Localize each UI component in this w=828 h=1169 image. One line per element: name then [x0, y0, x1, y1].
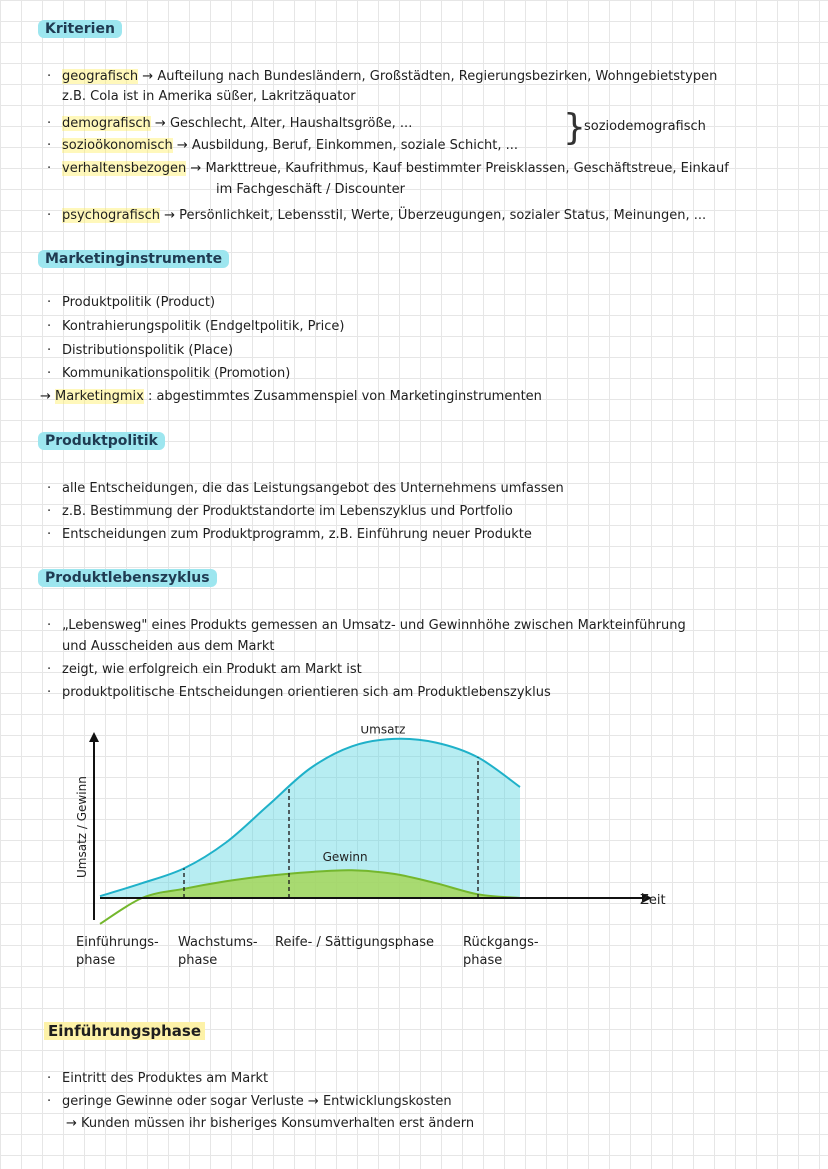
text: Geschlecht, Alter, Haushaltsgröße, ... — [169, 116, 413, 131]
heading-produktlebenszyklus: Produktlebenszyklus — [38, 569, 217, 587]
produktpolitik-item: z.B. Bestimmung der Produktstandorte im Lebenszyklus und Portfolio — [62, 504, 513, 519]
bullet: · — [47, 662, 52, 677]
heading-marketinginstrumente: Marketinginstrumente — [38, 250, 229, 268]
phase-line1: Einführungs- — [76, 935, 159, 950]
term: psychografisch — [62, 208, 160, 223]
bullet: · — [47, 1094, 52, 1109]
text: Markttreue, Kaufrithmus, Kauf bestimmter Preisklassen, Geschäftstreue, Einkauf — [205, 161, 729, 176]
einfuehrung-subitem: → Kunden müssen ihr bisheriges Konsumverhalten erst ändern — [66, 1116, 475, 1131]
criterion-verhaltensbezogen — [62, 160, 729, 178]
term: verhaltensbezogen — [62, 161, 187, 176]
phase-line1: Rückgangs- — [463, 935, 539, 950]
bullet: · — [47, 295, 52, 310]
marketingmix-line — [40, 388, 542, 406]
example-line: z.B. Cola ist in Amerika süßer, Lakritzäquator — [62, 89, 356, 104]
continuation-line: im Fachgeschäft / Discounter — [216, 182, 405, 197]
arrow: → — [154, 116, 166, 131]
bullet: · — [47, 161, 52, 176]
arrow: → — [142, 69, 154, 84]
phase-line2: phase — [178, 953, 218, 968]
gewinn-label: Gewinn — [322, 850, 368, 864]
heading-kriterien: Kriterien — [38, 20, 122, 38]
instrument-item: Produktpolitik (Product) — [62, 295, 216, 310]
phase-line1: Reife- / Sättigungsphase — [275, 935, 434, 950]
brace: } — [563, 107, 586, 148]
phase-label-reife — [275, 934, 434, 952]
instrument-item: Kontrahierungspolitik (Endgeltpolitik, Price) — [62, 319, 345, 334]
instrument-item: Distributionspolitik (Place) — [62, 343, 234, 358]
phase-label-einfuehrung — [76, 934, 159, 970]
umsatz-label: Umsatz — [360, 726, 406, 737]
brace-label: soziodemografisch — [584, 119, 706, 134]
criterion-psychografisch — [62, 207, 706, 225]
y-axis-arrowhead — [89, 732, 99, 742]
bullet: · — [47, 319, 52, 334]
term: Marketingmix — [55, 389, 144, 404]
produktpolitik-item: Entscheidungen zum Produktprogramm, z.B. Einführung neuer Produkte — [62, 527, 532, 542]
phase-label-wachstum — [178, 934, 258, 970]
bullet: · — [47, 208, 52, 223]
bullet: · — [47, 504, 52, 519]
bullet: · — [47, 685, 52, 700]
text: : abgestimmtes Zusammenspiel von Marketinginstrumenten — [147, 389, 542, 404]
produktpolitik-item: alle Entscheidungen, die das Leistungsangebot des Unternehmens umfassen — [62, 481, 564, 496]
bullet: · — [47, 366, 52, 381]
plz-item-continuation: und Ausscheiden aus dem Markt — [62, 639, 275, 654]
phase-line1: Wachstums- — [178, 935, 258, 950]
heading-produktpolitik: Produktpolitik — [38, 432, 165, 450]
criterion-soziooekonomisch — [62, 137, 518, 155]
phase-line2: phase — [76, 953, 116, 968]
term: demografisch — [62, 116, 151, 131]
einfuehrung-item: Eintritt des Produktes am Markt — [62, 1071, 269, 1086]
bullet: · — [47, 618, 52, 633]
phase-label-rueckgang — [463, 934, 539, 970]
instrument-item: Kommunikationspolitik (Promotion) — [62, 366, 291, 381]
bullet: · — [47, 343, 52, 358]
bullet: · — [47, 116, 52, 131]
bullet: · — [47, 69, 52, 84]
y-axis-label: Umsatz / Gewinn — [75, 776, 89, 878]
criterion-geografisch — [62, 68, 717, 86]
text: Aufteilung nach Bundesländern, Großstädten, Regierungsbezirken, Wohngebietstypen — [157, 69, 718, 84]
plz-item: „Lebensweg" eines Produkts gemessen an Umsatz- und Gewinnhöhe zwischen Markteinführung — [62, 618, 686, 633]
bullet: · — [47, 138, 52, 153]
arrow: → — [190, 161, 202, 176]
criterion-demografisch — [62, 115, 412, 133]
term: sozioökonomisch — [62, 138, 173, 153]
text: Ausbildung, Beruf, Einkommen, soziale Schicht, ... — [191, 138, 519, 153]
term: geografisch — [62, 69, 139, 84]
x-axis-label: Zeit — [640, 893, 666, 908]
bullet: · — [47, 481, 52, 496]
bullet: · — [47, 1071, 52, 1086]
arrow: → — [176, 138, 188, 153]
phase-line2: phase — [463, 953, 503, 968]
arrow: → — [40, 389, 51, 404]
bullet: · — [47, 527, 52, 542]
text: Persönlichkeit, Lebensstil, Werte, Überzeugungen, sozialer Status, Meinungen, ... — [179, 208, 707, 223]
arrow: → — [164, 208, 176, 223]
plz-item: zeigt, wie erfolgreich ein Produkt am Markt ist — [62, 662, 362, 677]
plz-item: produktpolitische Entscheidungen orientieren sich am Produktlebenszyklus — [62, 685, 551, 700]
einfuehrung-item: geringe Gewinne oder sogar Verluste → Entwicklungskosten — [62, 1094, 452, 1109]
heading-einfuehrungsphase: Einführungsphase — [44, 1022, 205, 1040]
